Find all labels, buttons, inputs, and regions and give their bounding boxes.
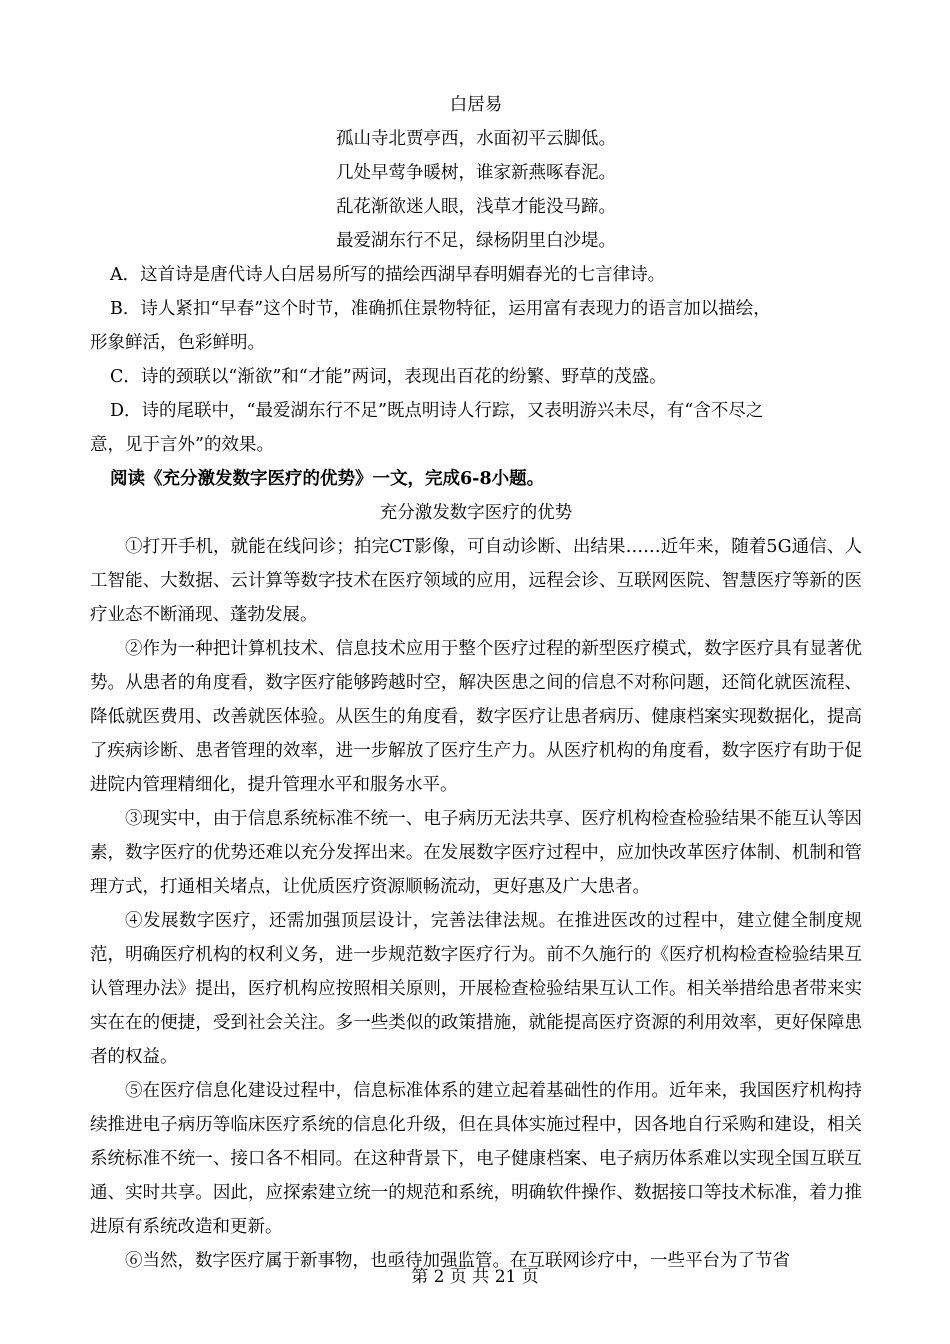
option-d-line1: D．诗的尾联中，“最爱湖东行不足”既点明诗人行踪，又表明游兴未尽，有“含不尽之 (110, 401, 764, 421)
poem-line: 乱花渐欲迷人眼，浅草才能没马蹄。 (336, 197, 616, 217)
poem-line: 孤山寺北贾亭西，水面初平云脚低。 (336, 129, 616, 149)
article-paragraph-4: ④发展数字医疗，还需加强顶层设计，完善法律法规。在推进医改的过程中，建立健全制度规范，明确医疗机构的权利义务，进一步规范数字医疗行为。前不久施行的《医疗机构检查检验结果互认管理办法》提出，医疗机构应按照相关原则，开展检查检验结果互认工作。相关举措给患者带来实实在在的便捷，受到社会关注。多一些类似的政策措施，就能提高医疗资源的利用效率，更好保障患者的权益。 (90, 911, 862, 1067)
article-paragraph-1: ①打开手机，就能在线问诊；拍完CT影像，可自动诊断、出结果……近年来，随着5G通信、人工智能、大数据、云计算等数字技术在医疗领域的应用，远程会诊、互联网医院、智慧医疗等新的医疗业态不断涌现、蓬勃发展。 (90, 537, 862, 625)
poem-line: 几处早莺争暖树，谁家新燕啄春泥。 (336, 163, 616, 183)
poem-author: 白居易 (449, 95, 503, 115)
document-page (90, 88, 862, 1278)
option-a-line1: A．这首诗是唐代诗人白居易所写的描绘西湖早春明媚春光的七言律诗。 (110, 265, 666, 285)
article-title: 充分激发数字医疗的优势 (379, 503, 573, 523)
article-paragraph-6: ⑥当然，数字医疗属于新事物，也亟待加强监管。在互联网诊疗中，一些平台为了节省 (125, 1251, 790, 1271)
reading-instruction: 阅读《充分激发数字医疗的优势》一文，完成6-8小题。 (110, 469, 545, 489)
option-d-line2: 意，见于言外”的效果。 (90, 435, 274, 455)
article-paragraph-5: ⑤在医疗信息化建设过程中，信息标准体系的建立起着基础性的作用。近年来，我国医疗机构持续推进电子病历等临床医疗系统的信息化升级，但在具体实施过程中，因各地自行采购和建设，相关系统标准不统一、接口各不相同。在这种背景下，电子健康档案、电子病历体系难以实现全国互联互通、实时共享。因此，应探索建立统一的规范和系统，明确软件操作、数据接口等技术标准，着力推进原有系统改造和更新。 (90, 1081, 862, 1237)
option-b-line1: B．诗人紧扣“早春”这个时节，准确抓住景物特征，运用富有表现力的语言加以描绘， (110, 299, 771, 319)
option-c-line1: C．诗的颈联以“渐欲”和“才能”两词，表现出百花的纷繁、野草的茂盛。 (110, 367, 667, 387)
option-b (90, 292, 862, 360)
option-c (90, 360, 862, 394)
option-a (90, 258, 862, 292)
article-paragraph-3: ③现实中，由于信息系统标准不统一、电子病历无法共享、医疗机构检查检验结果不能互认等因素，数字医疗的优势还难以充分发挥出来。在发展数字医疗过程中，应加快改革医疗体制、机制和管理方式，打通相关堵点，让优质医疗资源顺畅流动，更好惠及广大患者。 (90, 809, 862, 897)
article-paragraph-2: ②作为一种把计算机技术、信息技术应用于整个医疗过程的新型医疗模式，数字医疗具有显著优势。从患者的角度看，数字医疗能够跨越时空，解决医患之间的信息不对称问题，还简化就医流程、降低就医费用、改善就医体验。从医生的角度看，数字医疗让患者病历、健康档案实现数据化，提高了疾病诊断、患者管理的效率，进一步解放了医疗生产力。从医疗机构的角度看，数字医疗有助于促进院内管理精细化，提升管理水平和服务水平。 (90, 639, 862, 795)
option-d (90, 394, 862, 462)
option-b-line2: 形象鲜活，色彩鲜明。 (90, 333, 265, 353)
poem-line: 最爱湖东行不足，绿杨阴里白沙堤。 (336, 231, 616, 251)
page-number-footer: 第 2 页 共 21 页 (411, 1267, 539, 1287)
